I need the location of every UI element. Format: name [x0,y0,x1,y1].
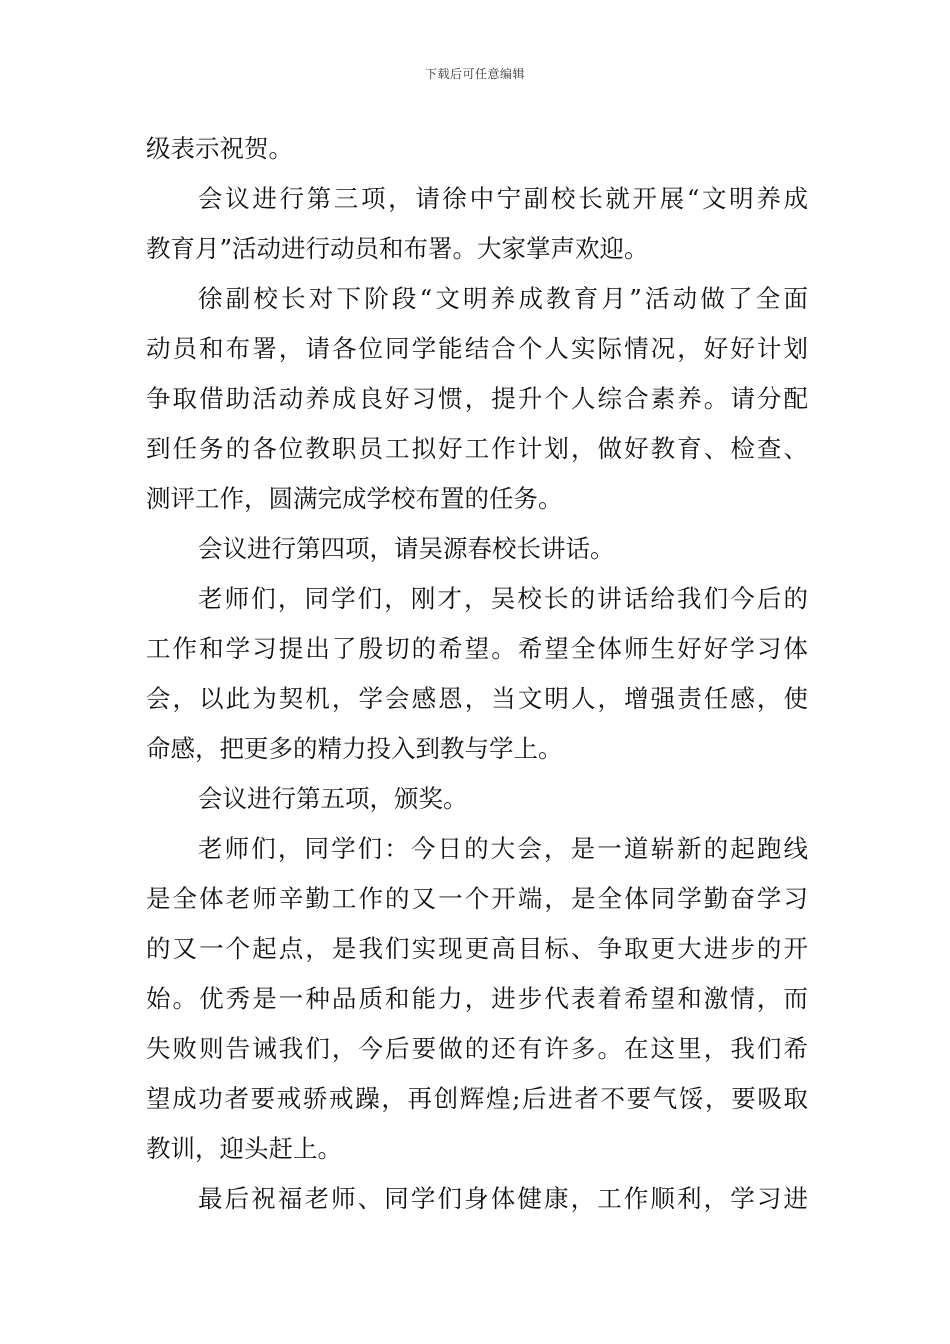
text-line: 工作和学习提出了殷切的希望。希望全体师生好好学习体 [146,634,808,663]
text-line: 始。优秀是一种品质和能力，进步代表着希望和激情，而 [146,984,808,1013]
text-line: 是全体老师辛勤工作的又一个开端，是全体同学勤奋学习 [146,884,808,913]
text-line: 望成功者要戒骄戒躁，再创辉煌;后进者不要气馁，要吸取 [146,1084,808,1113]
page-header: 下载后可任意编辑 [424,67,525,81]
text-line: 级表示祝贺。 [146,134,293,163]
document-body [146,124,808,1224]
text-line: 最后祝福老师、同学们身体健康，工作顺利，学习进 [198,1184,808,1213]
text-line: 老师们，同学们：今日的大会，是一道崭新的起跑线 [198,834,808,863]
text-line: 测评工作，圆满完成学校布置的任务。 [146,484,563,513]
text-line: 命感，把更多的精力投入到教与学上。 [146,734,563,763]
text-line: 教训，迎头赶上。 [146,1134,342,1163]
text-line: 到任务的各位教职员工拟好工作计划，做好教育、检查、 [146,434,808,463]
text-line: 教育月”活动进行动员和布署。大家掌声欢迎。 [146,234,649,263]
text-line: 会议进行第三项，请徐中宁副校长就开展“文明养成 [198,184,808,213]
text-line: 动员和布署，请各位同学能结合个人实际情况，好好计划 [146,334,808,363]
text-line: 徐副校长对下阶段“文明养成教育月”活动做了全面 [198,284,808,313]
text-line: 的又一个起点，是我们实现更高目标、争取更大进步的开 [146,934,808,963]
text-line: 失败则告诫我们，今后要做的还有许多。在这里，我们希 [146,1034,808,1063]
text-line: 会议进行第五项，颁奖。 [198,784,468,813]
text-line: 争取借助活动养成良好习惯，提升个人综合素养。请分配 [146,384,808,413]
text-line: 会议进行第四项，请吴源春校长讲话。 [198,534,615,563]
text-line: 老师们，同学们，刚才，吴校长的讲话给我们今后的 [198,584,808,613]
text-line: 会，以此为契机，学会感恩，当文明人，增强责任感，使 [146,684,808,713]
